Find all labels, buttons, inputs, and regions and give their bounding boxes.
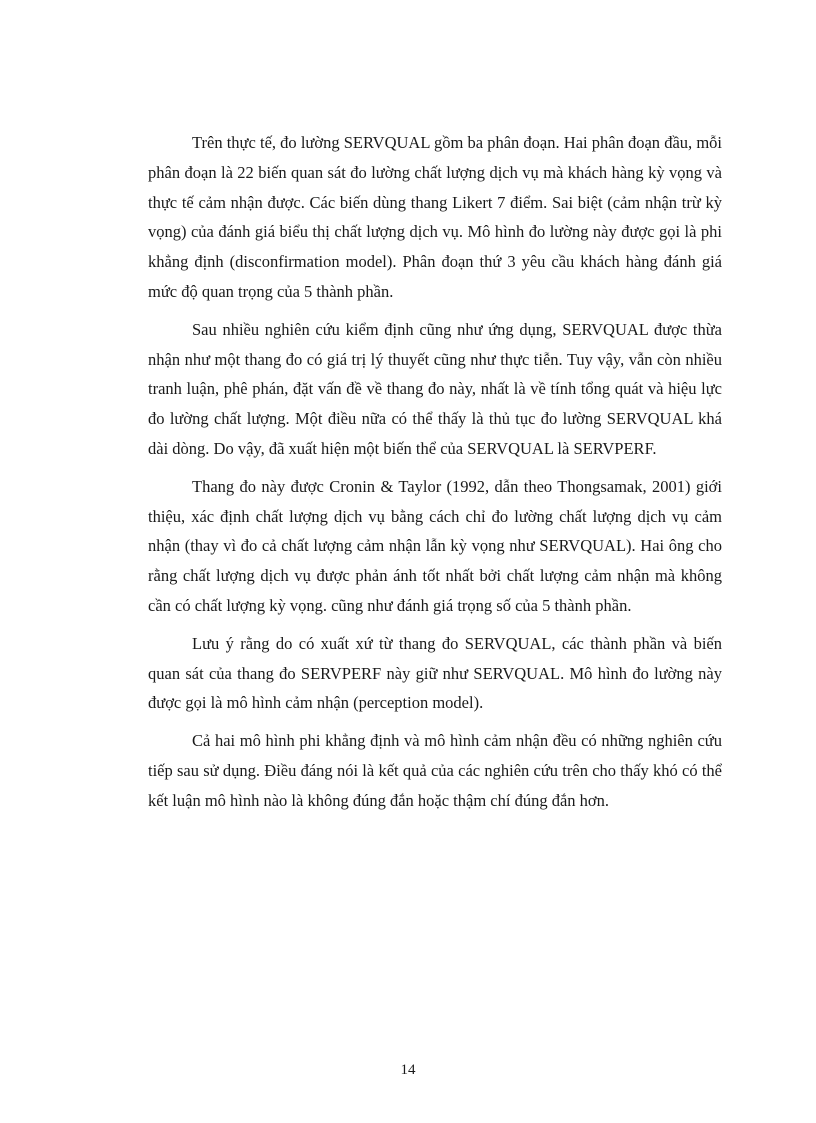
paragraph-4: Lưu ý rằng do có xuất xứ từ thang đo SERVQUAL, các thành phần và biến quan sát của thang đo SERVPERF này giữ như SERVQUAL. Mô hình đo lường này được gọi là mô hình cảm nhận (perception model). [148, 633, 722, 713]
paragraph-1: Trên thực tế, đo lường SERVQUAL gồm ba phân đoạn. Hai phân đoạn đầu, mỗi phân đoạn là 22 biến quan sát đo lường chất lượng dịch vụ mà khách hàng kỳ vọng và thực tế cảm nhận được. Các biến dùng thang Likert 7 điểm. Sai biệt (cảm nhận trừ kỳ vọng) của đánh giá biểu thị chất lượng dịch vụ. Mô hình đo lường này được gọi là phi khẳng định (disconfirmation model). Phân đoạn thứ 3 yêu cầu khách hàng đánh giá mức độ quan trọng của 5 thành phần. [148, 133, 722, 301]
paragraph-2: Sau nhiều nghiên cứu kiểm định cũng như ứng dụng, SERVQUAL được thừa nhận như một thang đo có giá trị lý thuyết cũng như thực tiễn. Tuy vậy, vẫn còn nhiều tranh luận, phê phán, đặt vấn đề về thang đo này, nhất là về tính tổng quát và hiệu lực đo lường chất lượng. Một điều nữa có thể thấy là thủ tục đo lường SERVQUAL khá dài dòng. Do vậy, đã xuất hiện một biến thể của SERVQUAL là SERVPERF. [148, 319, 722, 458]
page-number: 14 [400, 1062, 416, 1078]
body-text [148, 128, 722, 824]
paragraph-5: Cả hai mô hình phi khẳng định và mô hình cảm nhận đều có những nghiên cứu tiếp sau sử dụng. Điều đáng nói là kết quả của các nghiên cứu trên cho thấy khó có thể kết luận mô hình nào là không đúng đắn hoặc thậm chí đúng đắn hơn. [148, 731, 722, 810]
paragraph-3: Thang đo này được Cronin & Taylor (1992, dẫn theo Thongsamak, 2001) giới thiệu, xác định chất lượng dịch vụ bằng cách chỉ đo lường chất lượng dịch vụ cảm nhận (thay vì đo cả chất lượng cảm nhận lẫn kỳ vọng như SERVQUAL). Hai ông cho rằng chất lượng dịch vụ được phản ánh tốt nhất bởi chất lượng cảm nhận mà không cần có chất lượng kỳ vọng. cũng như đánh giá trọng số của 5 thành phần. [148, 476, 722, 615]
